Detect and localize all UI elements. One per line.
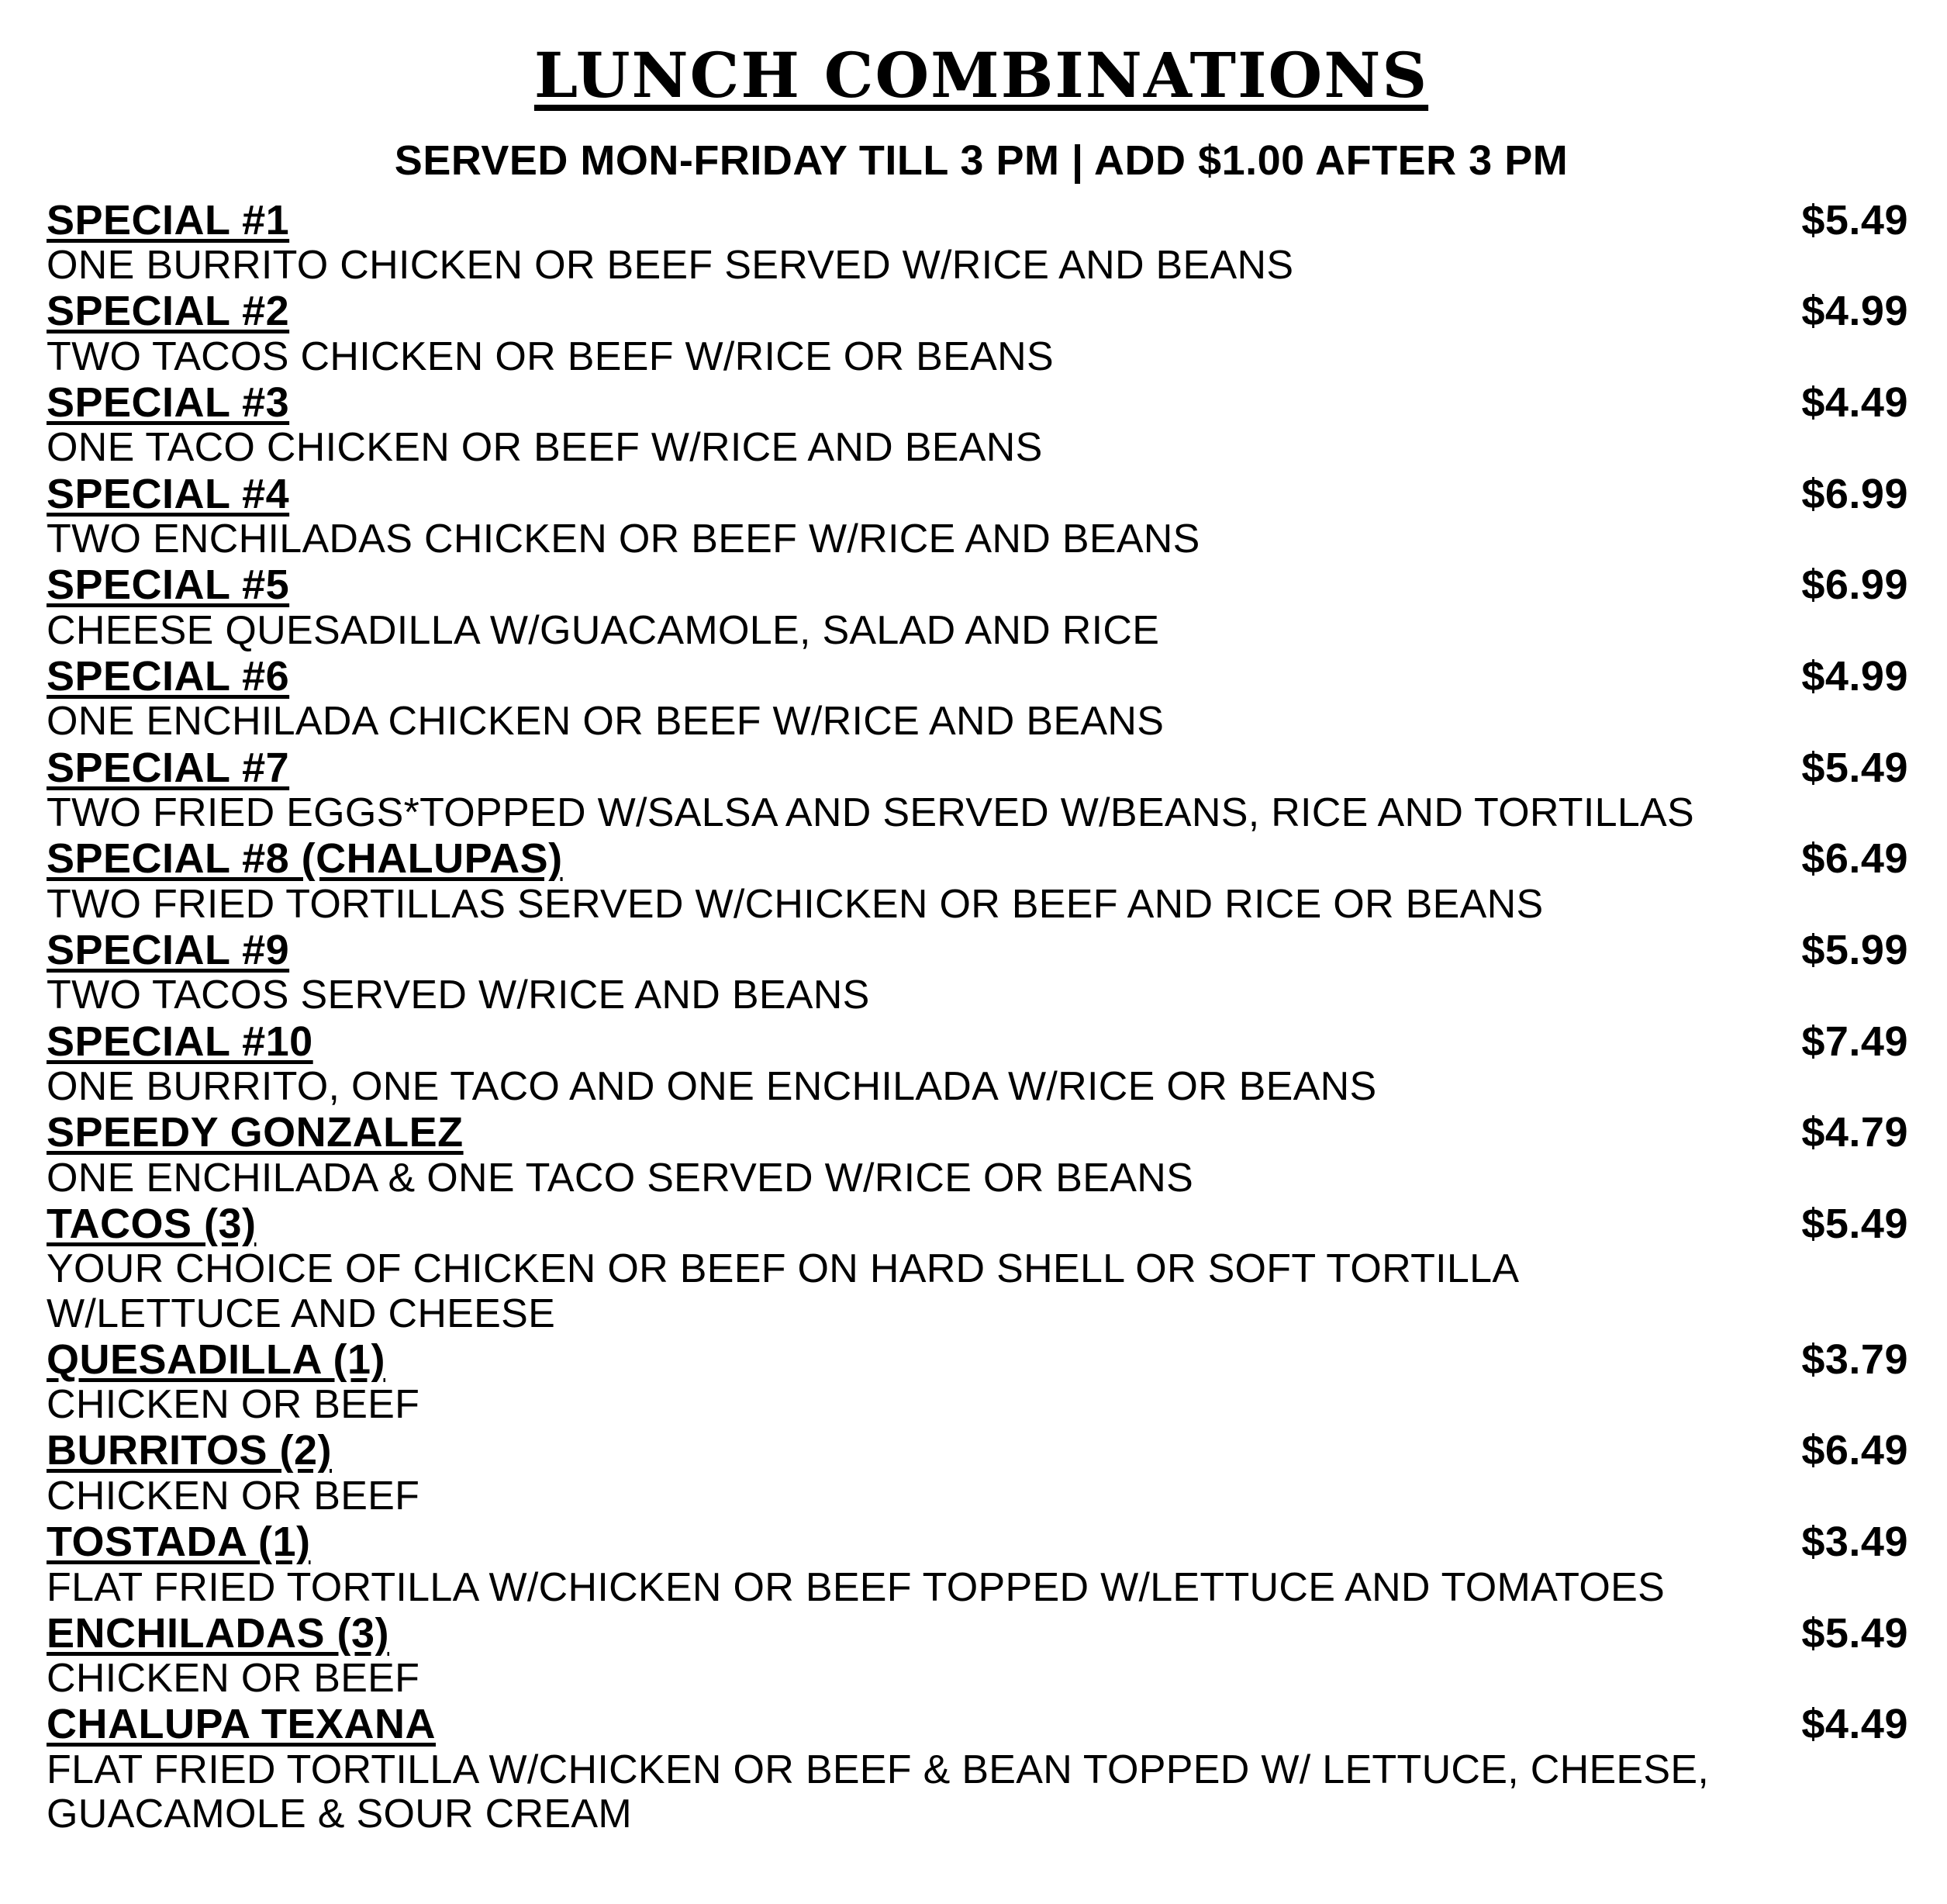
- menu-item: [47, 1018, 1916, 1110]
- menu-item-description: CHICKEN OR BEEF: [47, 1382, 420, 1428]
- menu-item: [47, 1201, 1916, 1336]
- menu-item-description: FLAT FRIED TORTILLA W/CHICKEN OR BEEF & BEAN TOPPED W/ LETTUCE, CHEESE, GUACAMOLE & SOUR CREAM: [47, 1747, 1710, 1837]
- menu-item-price: $5.99: [1801, 926, 1908, 973]
- menu-item: [47, 927, 1916, 1018]
- menu-item-header: [47, 835, 1916, 882]
- menu-item-description: CHICKEN OR BEEF: [47, 1656, 420, 1702]
- menu-item-name: SPECIAL #7: [47, 744, 290, 791]
- menu-item: [47, 1610, 1916, 1702]
- menu-item: [47, 197, 1916, 289]
- menu-item-list: [47, 197, 1916, 1837]
- menu-item-header: [47, 1018, 1916, 1065]
- menu-item-name: SPECIAL #4: [47, 470, 290, 517]
- page-title: LUNCH COMBINATIONS: [533, 39, 1429, 112]
- menu-item-header: [47, 471, 1916, 517]
- menu-item-name: SPECIAL #2: [47, 288, 290, 335]
- menu-item-price: $6.49: [1801, 1427, 1908, 1474]
- menu-item: [47, 1109, 1916, 1201]
- menu-item-name: CHALUPA TEXANA: [47, 1701, 436, 1748]
- menu-item-price: $4.79: [1801, 1109, 1908, 1156]
- menu-item-header: [47, 745, 1916, 791]
- menu-item-header: [47, 562, 1916, 608]
- menu-item: [47, 379, 1916, 471]
- menu-item-name: SPECIAL #9: [47, 926, 290, 973]
- menu-item-price: $5.49: [1801, 1609, 1908, 1657]
- menu-item-name: SPECIAL #6: [47, 652, 290, 700]
- menu-item-description: ONE ENCHILADA CHICKEN OR BEEF W/RICE AND BEANS: [47, 699, 1165, 745]
- menu-item-price: $4.99: [1801, 288, 1908, 335]
- menu-item-price: $3.49: [1801, 1519, 1908, 1566]
- menu-item-name: SPECIAL #1: [47, 196, 290, 244]
- menu-item-header: [47, 288, 1916, 334]
- menu-item-name: TOSTADA (1): [47, 1519, 311, 1566]
- menu-item: [47, 835, 1916, 927]
- menu-item-name: SPECIAL #5: [47, 562, 290, 609]
- menu-item-header: [47, 1201, 1916, 1247]
- menu-item-description: ONE TACO CHICKEN OR BEEF W/RICE AND BEANS: [47, 425, 1043, 471]
- menu-item-price: $6.99: [1801, 470, 1908, 517]
- menu-item-price: $5.49: [1801, 744, 1908, 791]
- menu-item-name: SPECIAL #3: [47, 379, 290, 426]
- menu-subtitle: SERVED MON-FRIDAY TILL 3 PM | ADD $1.00 AFTER 3 PM: [394, 137, 1569, 184]
- menu-item-description: YOUR CHOICE OF CHICKEN OR BEEF ON HARD SHELL OR SOFT TORTILLA W/LETTUCE AND CHEESE: [47, 1246, 1517, 1336]
- menu-item-price: $4.99: [1801, 652, 1908, 700]
- menu-item: [47, 1519, 1916, 1610]
- menu-item-header: [47, 1610, 1916, 1657]
- menu-item: [47, 1427, 1916, 1519]
- menu-item-header: [47, 379, 1916, 426]
- menu-item-price: $6.99: [1801, 562, 1908, 609]
- menu-item-name: SPECIAL #8 (CHALUPAS): [47, 835, 563, 883]
- menu-item-description: ONE BURRITO CHICKEN OR BEEF SERVED W/RICE AND BEANS: [47, 243, 1294, 289]
- menu-item: [47, 745, 1916, 836]
- menu-item-description: TWO TACOS SERVED W/RICE AND BEANS: [47, 973, 870, 1018]
- menu-item-price: $5.49: [1801, 196, 1908, 244]
- menu-item: [47, 1701, 1916, 1837]
- menu-item-price: $3.79: [1801, 1336, 1908, 1383]
- menu-item-name: SPEEDY GONZALEZ: [47, 1109, 464, 1156]
- menu-item-description: CHICKEN OR BEEF: [47, 1473, 420, 1519]
- menu-item: [47, 288, 1916, 379]
- menu-item-description: TWO FRIED EGGS*TOPPED W/SALSA AND SERVED W/BEANS, RICE AND TORTILLAS: [47, 790, 1695, 836]
- menu-item-header: [47, 1701, 1916, 1747]
- menu-item-description: TWO FRIED TORTILLAS SERVED W/CHICKEN OR BEEF AND RICE OR BEANS: [47, 881, 1544, 927]
- menu-item-description: TWO TACOS CHICKEN OR BEEF W/RICE OR BEANS: [47, 333, 1054, 379]
- menu-item-header: [47, 653, 1916, 700]
- menu-item-description: ONE BURRITO, ONE TACO AND ONE ENCHILADA W/RICE OR BEANS: [47, 1064, 1377, 1110]
- menu-item-price: $5.49: [1801, 1200, 1908, 1247]
- menu-item-description: ONE ENCHILADA & ONE TACO SERVED W/RICE OR BEANS: [47, 1155, 1194, 1201]
- menu-item-header: [47, 927, 1916, 973]
- menu-item: [47, 1336, 1916, 1428]
- menu-item-name: TACOS (3): [47, 1200, 257, 1247]
- menu-item-name: SPECIAL #10: [47, 1018, 313, 1065]
- menu-item-header: [47, 1427, 1916, 1474]
- menu-item-description: FLAT FRIED TORTILLA W/CHICKEN OR BEEF TOPPED W/LETTUCE AND TOMATOES: [47, 1564, 1666, 1610]
- menu-item-header: [47, 1336, 1916, 1383]
- menu-item-name: ENCHILADAS (3): [47, 1609, 390, 1657]
- menu-item: [47, 471, 1916, 562]
- menu-item-price: $4.49: [1801, 1701, 1908, 1748]
- menu-item-header: [47, 197, 1916, 244]
- menu-item: [47, 562, 1916, 653]
- menu-item-description: TWO ENCHILADAS CHICKEN OR BEEF W/RICE AND BEANS: [47, 517, 1200, 562]
- menu-item-price: $4.49: [1801, 379, 1908, 426]
- menu-item-price: $6.49: [1801, 835, 1908, 883]
- menu-item-header: [47, 1109, 1916, 1156]
- menu-item: [47, 653, 1916, 745]
- menu-item-price: $7.49: [1801, 1018, 1908, 1065]
- menu-item-header: [47, 1519, 1916, 1565]
- menu-item-description: CHEESE QUESADILLA W/GUACAMOLE, SALAD AND RICE: [47, 607, 1160, 653]
- menu-item-name: QUESADILLA (1): [47, 1336, 385, 1383]
- menu-item-name: BURRITOS (2): [47, 1427, 333, 1474]
